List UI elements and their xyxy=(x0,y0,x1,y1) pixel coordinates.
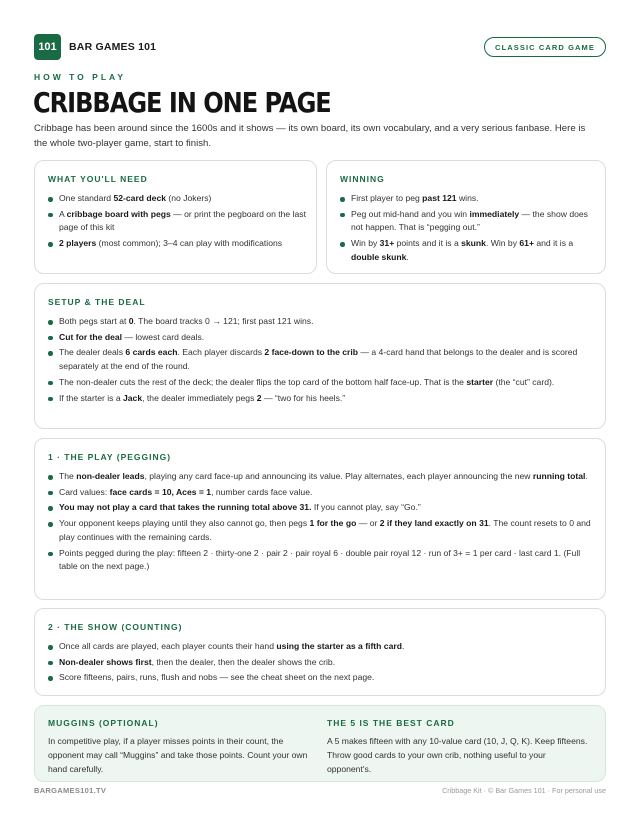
need-list xyxy=(48,192,306,253)
intro-paragraph: Cribbage has been around since the 1600s and it shows — its own board, its own vocabulary, and a very serious fanbase. Here is the whole two-player game, start to finish. xyxy=(34,123,586,149)
card-title: WHAT YOU'LL NEED xyxy=(48,174,148,184)
list-item: Points pegged during the play: fifteen 2 · thirty-one 2 · pair 2 · pair royal 6 · double pair royal 12 · run of 3+ = 1 per card · last card 1. (Full table on the next page.) xyxy=(48,547,593,575)
category-badge: CLASSIC CARD GAME xyxy=(484,37,606,57)
tips-panel xyxy=(34,705,606,782)
list-item: First player to peg past 121 wins. xyxy=(340,192,596,206)
list-item: Peg out mid-hand and you win immediately — the show does not happen. That is “pegging out.” xyxy=(340,208,596,236)
list-item: The dealer deals 6 cards each. Each player discards 2 face-down to the crib — a 4-card hand that belongs to the dealer and is scored separately at the end of the round. xyxy=(48,346,593,374)
footer-credit: Cribbage Kit · © Bar Games 101 · For personal use xyxy=(442,786,606,795)
page-title: CRIBBAGE IN ONE PAGE xyxy=(33,86,331,119)
card-the-play xyxy=(34,438,606,600)
card-the-show xyxy=(34,608,606,696)
list-item: 2 players (most common); 3–4 can play with modifications xyxy=(48,237,306,251)
list-item: Score fifteens, pairs, runs, flush and nobs — see the cheat sheet on the next page. xyxy=(48,671,593,685)
list-item: Card values: face cards = 10, Aces = 1, number cards face value. xyxy=(48,486,593,500)
list-item: A cribbage board with pegs — or print the pegboard on the last page of this kit xyxy=(48,208,306,236)
list-item: If the starter is a Jack, the dealer immediately pegs 2 — “two for his heels.” xyxy=(48,392,593,406)
list-item: Non-dealer shows first, then the dealer, then the dealer shows the crib. xyxy=(48,656,593,670)
page-header xyxy=(34,34,606,60)
list-item: The non-dealer leads, playing any card face-up and announcing its value. Play alternates, each player announcing the new running total. xyxy=(48,470,593,484)
card-title: 2 · THE SHOW (COUNTING) xyxy=(48,622,183,632)
list-item: Cut for the deal — lowest card deals. xyxy=(48,331,593,345)
brand-name: BAR GAMES 101 xyxy=(69,41,157,53)
card-what-you-need xyxy=(34,160,317,274)
muggins-title: MUGGINS (OPTIONAL) xyxy=(48,718,159,728)
card-winning xyxy=(326,160,606,274)
play-list xyxy=(48,470,593,576)
card-title: WINNING xyxy=(340,174,385,184)
show-list xyxy=(48,640,593,687)
winning-list xyxy=(340,192,596,267)
list-item: One standard 52-card deck (no Jokers) xyxy=(48,192,306,206)
card-title: SETUP & THE DEAL xyxy=(48,297,146,307)
list-item: Once all cards are played, each player counts their hand using the starter as a fifth card. xyxy=(48,640,593,654)
five-title: THE 5 IS THE BEST CARD xyxy=(327,718,455,728)
eyebrow-label: HOW TO PLAY xyxy=(34,72,127,82)
list-item: Both pegs start at 0. The board tracks 0 → 121; first past 121 wins. xyxy=(48,315,593,329)
five-text: A 5 makes fifteen with any 10-value card (10, J, Q, K). Keep fifteens. Throw good cards to your own crib, nothing useful to your opponent's. xyxy=(327,736,588,774)
list-item: Win by 31+ points and it is a skunk. Win by 61+ and it is a double skunk. xyxy=(340,237,596,265)
list-item: Your opponent keeps playing until they also cannot go, then pegs 1 for the go — or 2 if they land exactly on 31. The count resets to 0 and play continues with the remaining cards. xyxy=(48,517,593,545)
card-title: 1 · THE PLAY (PEGGING) xyxy=(48,452,172,462)
brand-logo: 101 xyxy=(34,34,61,60)
list-item: You may not play a card that takes the running total above 31. If you cannot play, say “Go.” xyxy=(48,501,593,515)
card-setup-deal xyxy=(34,283,606,429)
muggins-text: In competitive play, if a player misses points in their count, the opponent may call “Muggins” and take those points. Count your own hand carefully. xyxy=(48,736,308,774)
setup-list xyxy=(48,315,593,407)
footer-site: BARGAMES101.TV xyxy=(34,786,107,795)
list-item: The non-dealer cuts the rest of the deck; the dealer flips the top card of the bottom half face-up. That is the starter (the “cut” card). xyxy=(48,376,593,390)
